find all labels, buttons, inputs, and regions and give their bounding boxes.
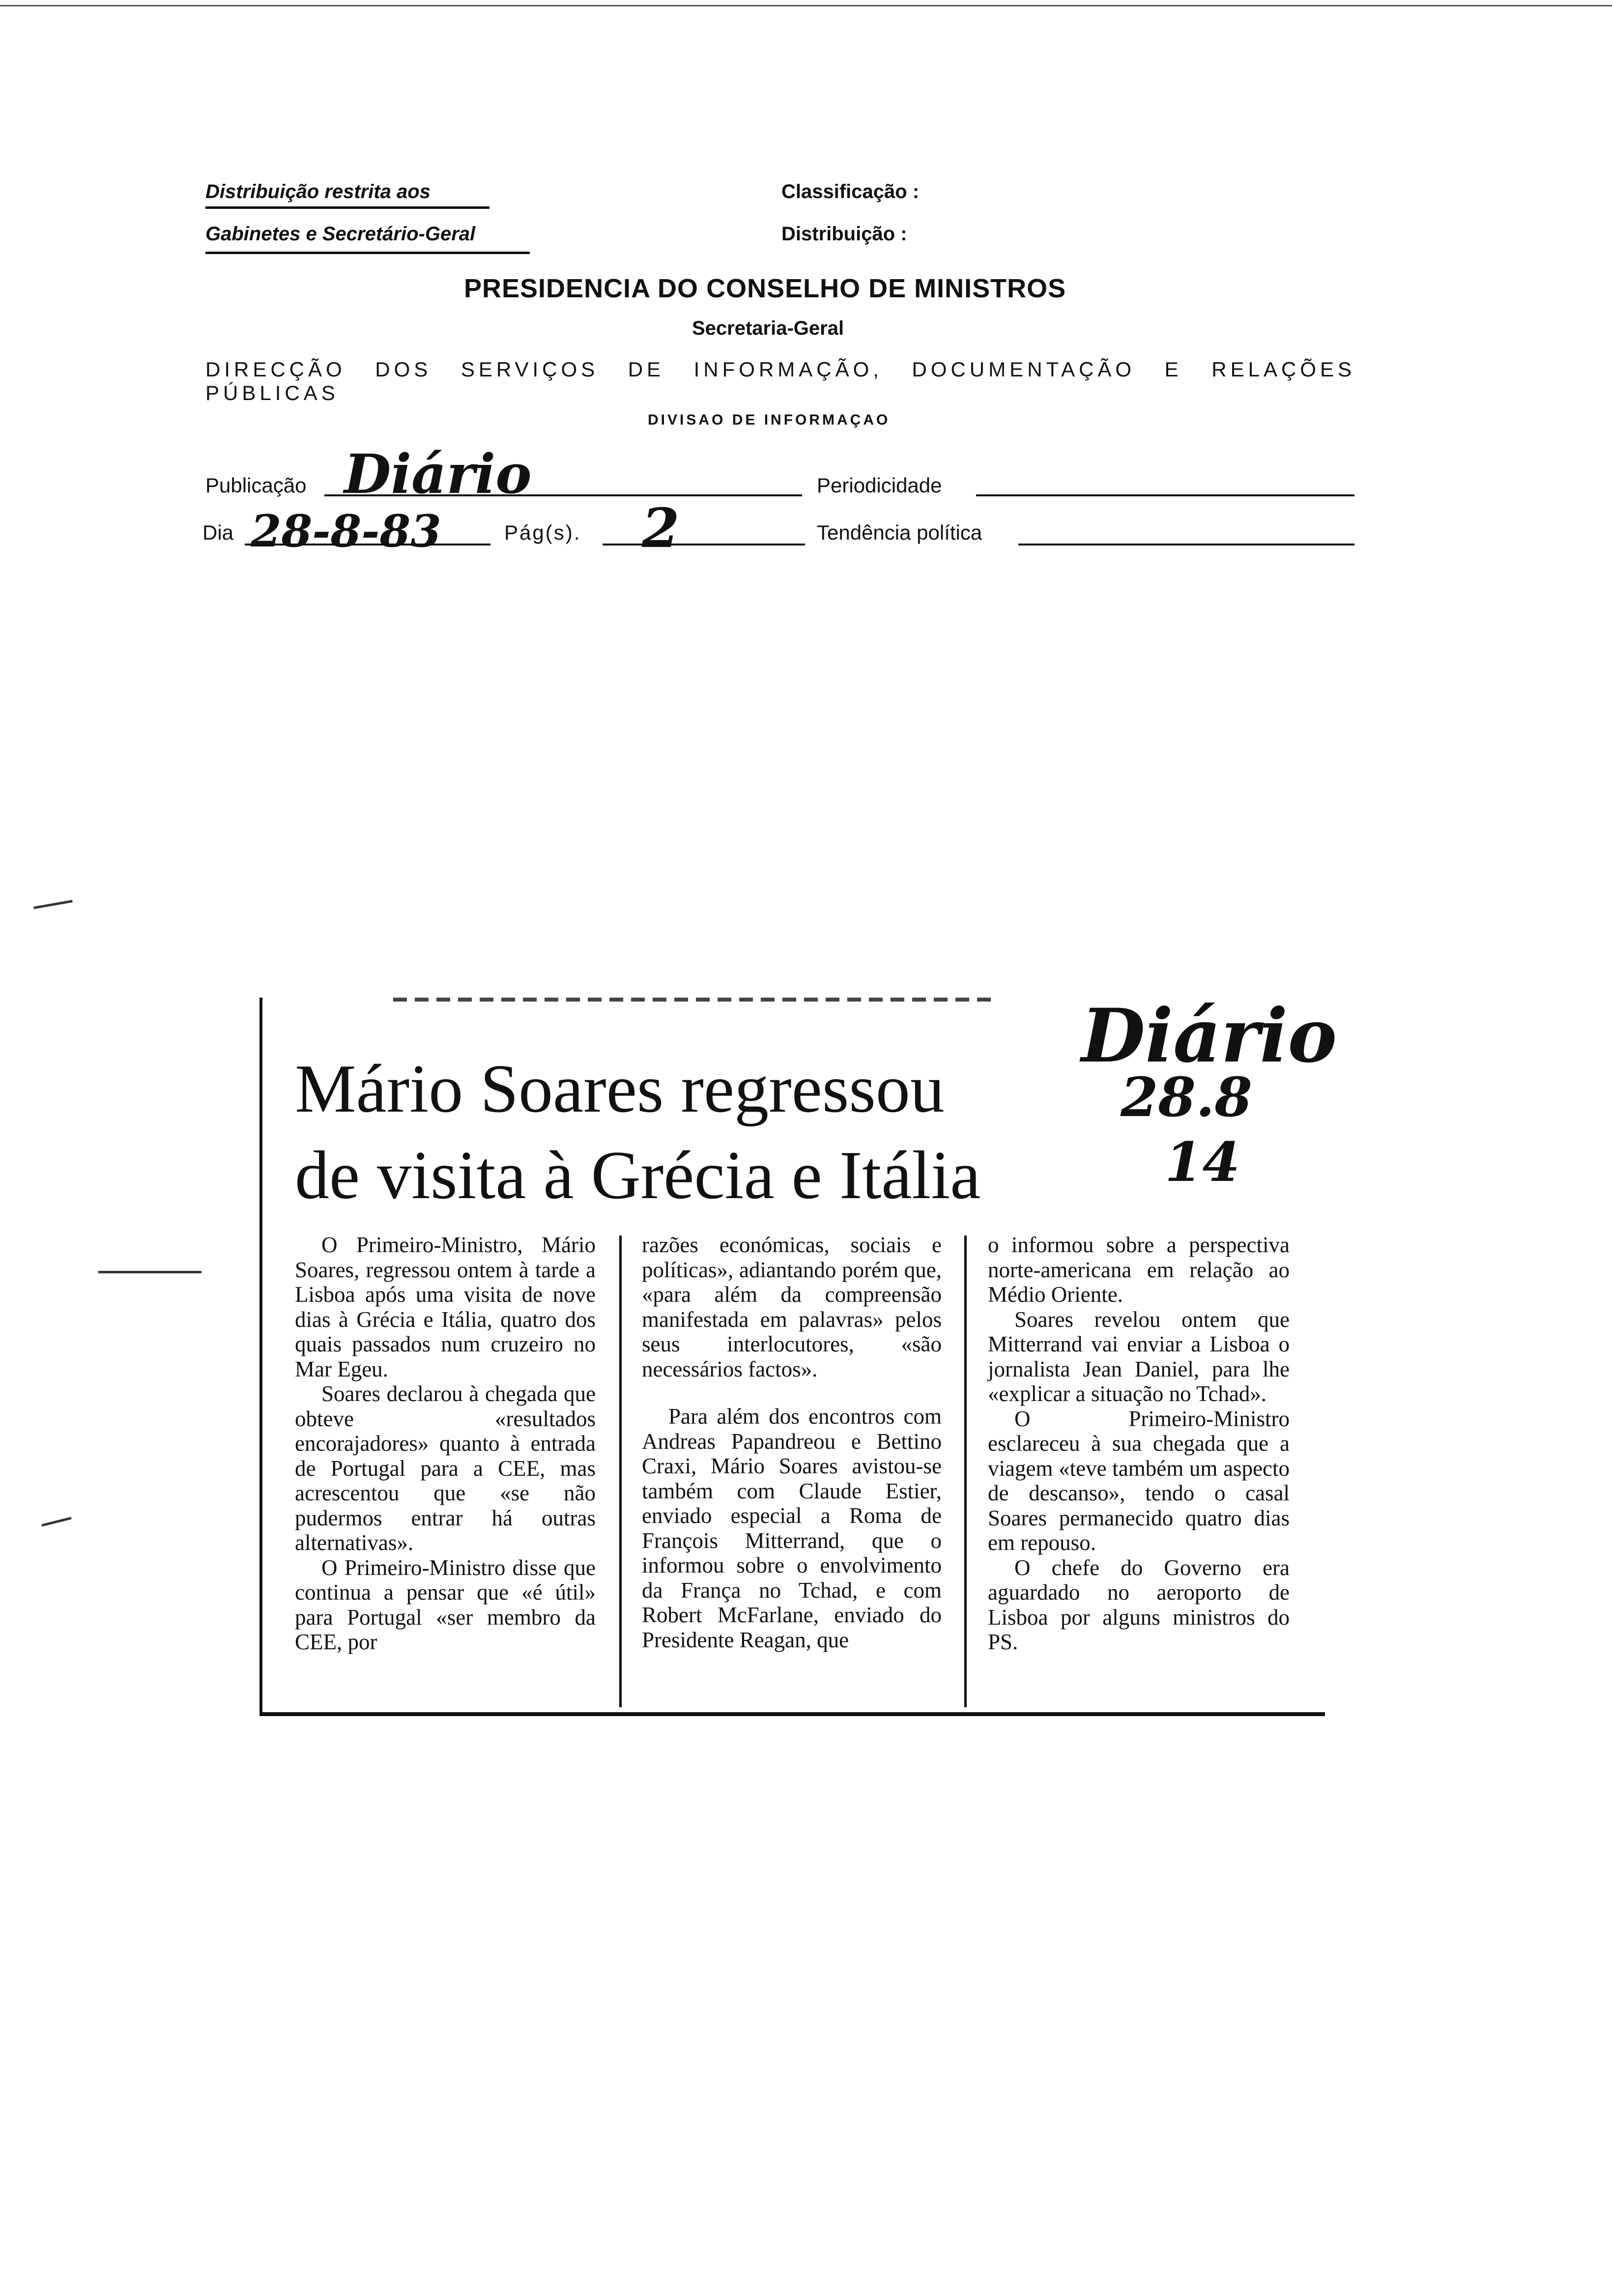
dia-handwritten: 28-8-83 [251, 505, 441, 557]
page-subtitle: Secretaria-Geral [692, 317, 844, 339]
tendencia-label: Tendência política [817, 521, 982, 544]
paragraph: Para além dos encontros com Andreas Papandreou e Bettino Craxi, Mário Soares avistou-se também com Claude Estier, enviado especial a Roma de François Mitterrand, que o informou sobre o envolvimento da França no Tchad, e com Robert McFarlane, enviado do Presidente Reagan, que [642, 1404, 942, 1652]
distribuicao-label: Distribuição : [781, 223, 907, 245]
pags-field [603, 516, 805, 545]
distribution-restricted: Distribuição restrita aos [205, 181, 431, 202]
periodicidade-label: Periodicidade [817, 474, 942, 497]
clipping-left-edge [259, 998, 262, 1715]
paragraph: O Primeiro-Ministro disse que continua a pensar que «é útil» para Portugal «ser membro da CEE, por [295, 1555, 596, 1654]
pags-handwritten: 2 [642, 496, 680, 560]
handwritten-note-page: 14 [1165, 1130, 1240, 1194]
column-rule [619, 1235, 622, 1707]
paragraph: O chefe do Governo era aguardado no aeroporto de Lisboa por alguns ministros do PS. [988, 1555, 1290, 1654]
periodicidade-field [976, 467, 1354, 496]
headline-line-2: de visita à Grécia e Itália [295, 1137, 981, 1213]
headline-line-1: Mário Soares regressou [295, 1051, 945, 1127]
classificacao-label: Classificação : [781, 181, 920, 202]
article-column-2 [642, 1233, 942, 1652]
paragraph: razões económicas, sociais e políticas», adiantando porém que, «para além da compreensão manifestada em palavras» pelos seus interlocutores, «são necessários factos». [642, 1233, 942, 1381]
article-column-1 [295, 1233, 596, 1655]
paragraph: O Primeiro-Ministro, Mário Soares, regressou ontem à tarde a Lisboa após uma visita de nove dias à Grécia e Itália, quatro dos quais passados num cruzeiro no Mar Egeu. [295, 1233, 596, 1381]
publicacao-handwritten: Diário [344, 442, 532, 506]
page-title: PRESIDENCIA DO CONSELHO DE MINISTROS [464, 274, 1066, 303]
clipping-bottom-edge [259, 1712, 1325, 1716]
column-rule [964, 1235, 967, 1707]
scan-mark [33, 900, 73, 909]
handwritten-note-date: 28.8 [1121, 1065, 1252, 1129]
paragraph: o informou sobre a perspectiva norte-americana em relação ao Médio Oriente. [988, 1233, 1290, 1307]
article-column-3 [988, 1233, 1290, 1655]
distribution-cabinets: Gabinetes e Secretário-Geral [205, 223, 476, 245]
cut-text-residue [393, 998, 993, 1002]
dia-label: Dia [202, 521, 234, 544]
distribution-rule-2 [205, 252, 530, 254]
paragraph: O Primeiro-Ministro esclareceu à sua chegada que a viagem «teve também um aspecto de descanso», tendo o casal Soares permanecido quatro dias em repouso. [988, 1406, 1290, 1555]
handwritten-note-diario: Diário [1081, 993, 1337, 1079]
paragraph: Soares revelou ontem que Mitterrand vai enviar a Lisboa o jornalista Jean Daniel, para lhe «explicar a situação no Tchad». [988, 1307, 1290, 1406]
pags-label: Pág(s). [504, 521, 581, 544]
scan-mark [98, 1271, 202, 1273]
scan-mark [41, 1517, 71, 1527]
directorate-line: DIRECÇÃO DOS SERVIÇOS DE INFORMAÇÃO, DOCUMENTAÇÃO E RELAÇÕES PÚBLICAS [205, 358, 1355, 404]
paragraph: Soares declarou à chegada que obteve «resultados encorajadores» quanto à entrada de Portugal para a CEE, mas acrescentou que «se não pudermos entrar há outras alternativas». [295, 1381, 596, 1555]
distribution-rule-1 [205, 206, 489, 209]
scan-top-edge [0, 5, 1612, 6]
tendencia-field [1018, 516, 1354, 545]
publicacao-label: Publicação [205, 474, 307, 497]
division-line: DIVISAO DE INFORMAÇAO [648, 412, 891, 428]
